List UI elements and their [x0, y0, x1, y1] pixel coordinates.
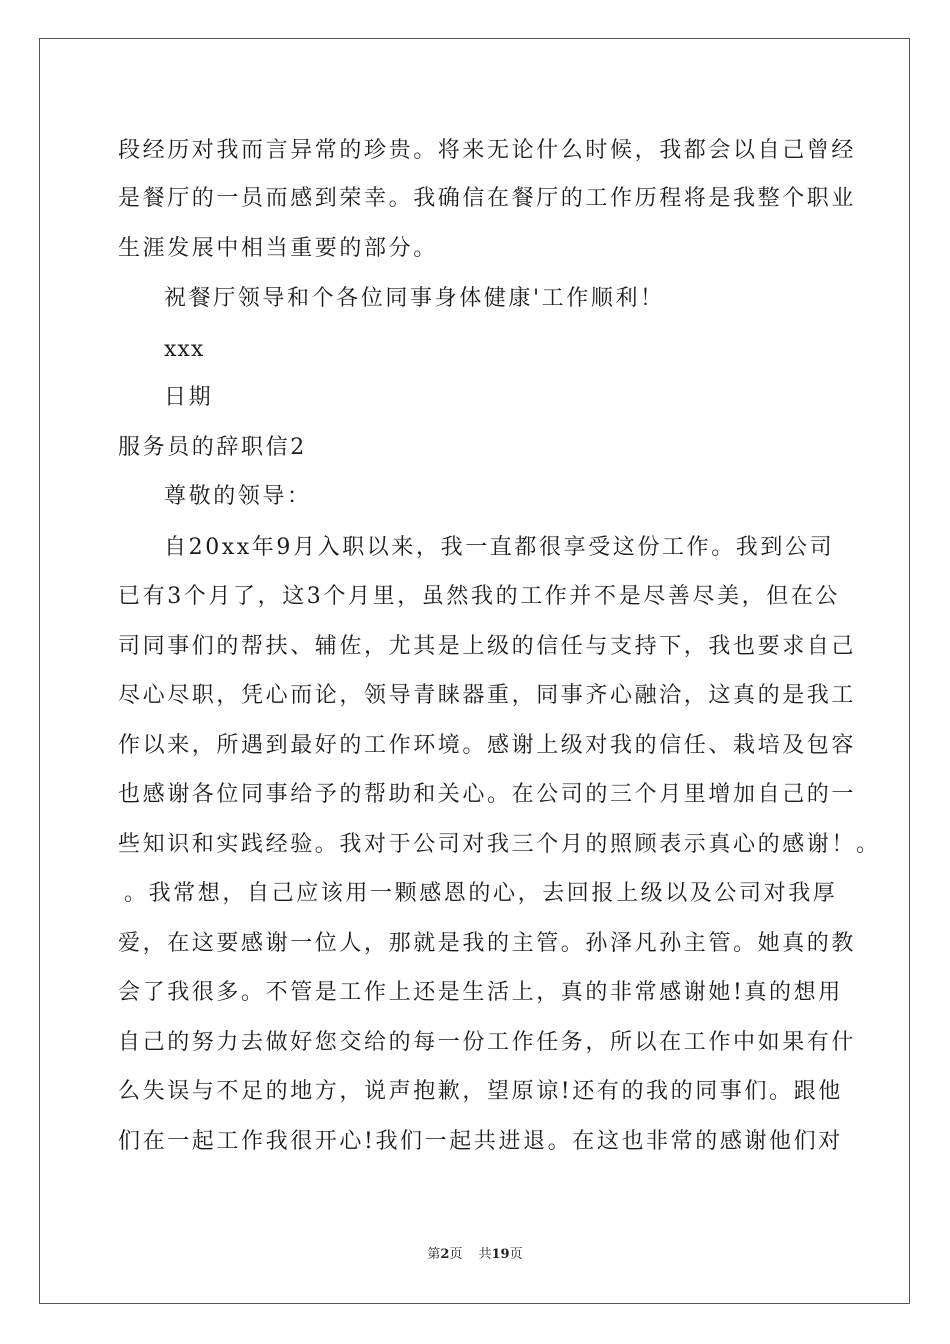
salutation: 尊敬的领导：	[164, 484, 312, 509]
text-line: 。我常想，自己应该用一颗感恩的心，去回报上级以及公司对我厚	[124, 881, 838, 906]
text-line: 是餐厅的一员而感到荣幸。我确信在餐厅的工作历程将是我整个职业	[118, 186, 857, 211]
signature: xxx	[164, 337, 205, 362]
total-pages: 19	[491, 1247, 510, 1262]
text-line: 爱，在这要感谢一位人，那就是我的主管。孙泽凡孙主管。她真的教	[118, 931, 857, 956]
text-line: 作以来，所遇到最好的工作环境。感谢上级对我的信任、栽培及包容	[118, 733, 857, 758]
page-suffix: 页	[449, 1247, 463, 1262]
page-prefix: 第	[427, 1247, 441, 1262]
page-border	[39, 38, 910, 1304]
text-line: 们在一起工作我很开心!我们一起共进退。在这也非常的感谢他们对	[118, 1129, 843, 1154]
text-line: 些知识和实践经验。我对于公司对我三个月的照顾表示真心的感谢！。	[118, 832, 881, 857]
date-label: 日期	[164, 385, 214, 410]
text-line: 会了我很多。不管是工作上还是生活上，真的非常感谢她!真的想用	[118, 980, 843, 1005]
text-line: 自己的努力去做好您交给的每一份工作任务，所以在工作中如果有什	[118, 1030, 857, 1055]
text-line: 段经历对我而言异常的珍贵。将来无论什么时候，我都会以自己曾经	[118, 138, 857, 163]
total-suffix: 页	[509, 1247, 523, 1262]
text-line: 自20xx年9月入职以来，我一直都很享受这份工作。我到公司	[164, 535, 835, 560]
text-line: 已有3个月了，这3个月里，虽然我的工作并不是尽善尽美，但在公	[118, 584, 840, 609]
closing-wish: 祝餐厅领导和个各位同事身体健康'工作顺利！	[164, 286, 665, 311]
text-line: 司同事们的帮扶、辅佐，尤其是上级的信任与支持下，我也要求自己	[118, 634, 857, 659]
page-footer	[0, 1246, 950, 1264]
page-number: 2	[440, 1247, 450, 1262]
section-title: 服务员的辞职信2	[118, 435, 307, 460]
total-prefix: 共	[478, 1247, 492, 1262]
text-line: 么失误与不足的地方，说声抱歉，望原谅!还有的我的同事们。跟他	[118, 1079, 843, 1104]
text-line: 尽心尽职，凭心而论，领导青睐器重，同事齐心融洽，这真的是我工	[118, 683, 857, 708]
text-line: 生涯发展中相当重要的部分。	[118, 236, 438, 261]
text-line: 也感谢各位同事给予的帮助和关心。在公司的三个月里增加自己的一	[118, 782, 857, 807]
